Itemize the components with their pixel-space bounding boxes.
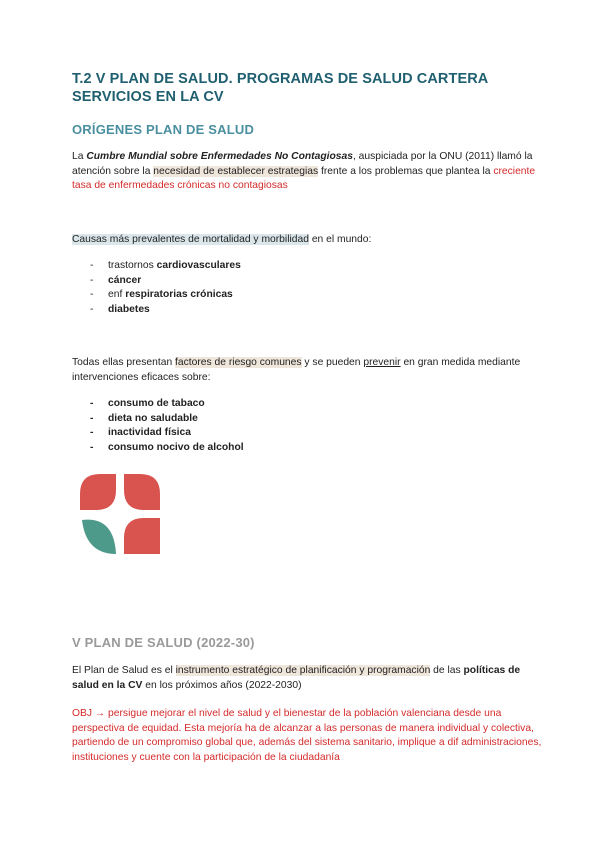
logo-top-right-shape <box>124 474 160 510</box>
list-item-text: enf <box>108 289 126 300</box>
list-item: - inactividad física <box>90 426 244 441</box>
factores-highlight: factores de riesgo comunes <box>175 357 302 368</box>
plan-text-3: en los próximos años (2022-2030) <box>142 679 302 691</box>
causas-text: en el mundo: <box>308 234 372 245</box>
intro-text-2: , auspiciada por la ONU (2011) llamó la atención sobre la <box>72 151 533 177</box>
causas-paragraph <box>72 233 542 248</box>
factores-text-1: Todas ellas presentan <box>72 357 176 368</box>
section-heading-origenes: ORÍGENES PLAN DE SALUD <box>72 122 255 137</box>
list-item-bold: diabetes <box>108 303 150 315</box>
list-item-bold: respiratorias crónicas <box>125 289 233 300</box>
list-item-bold: cáncer <box>108 274 142 286</box>
logo-top-left-shape <box>80 474 116 510</box>
list-item <box>90 274 241 289</box>
list-item <box>90 259 241 274</box>
list-item: - consumo nocivo de alcohol <box>90 441 244 456</box>
logo-bottom-right-shape <box>124 518 160 554</box>
factores-text-3: en gran medida mediante intervenciones eficaces sobre: <box>72 357 521 383</box>
list-item-bold: cardiovasculares <box>156 260 241 271</box>
list-item: - consumo de tabaco <box>90 397 244 412</box>
logo-leaf-shape <box>82 520 116 554</box>
prevenir-underline: prevenir <box>363 357 401 368</box>
causes-list <box>90 259 241 317</box>
factores-text-2: y se pueden <box>301 357 364 368</box>
intro-text-3: frente a los problemas que plantea la <box>318 165 494 177</box>
risk-factors-list <box>90 397 244 455</box>
plan-intro-paragraph <box>72 664 542 693</box>
document-title: T.2 V PLAN DE SALUD. PROGRAMAS DE SALUD CARTERA SERVICIOS EN LA CV <box>72 71 488 105</box>
section-heading-v-plan: V PLAN DE SALUD (2022-30) <box>72 635 255 650</box>
politicas-bold: políticas de salud en la CV <box>72 665 521 691</box>
plan-text-2: de las <box>430 665 464 676</box>
obj-paragraph: OBJ → persigue mejorar el nivel de salud y el bienestar de la población valenciana desde una perspectiva de equidad. Esta mejoría ha de alcanzar a las personas de manera individual y colectiva, partiendo de un compromiso global que, además del sistema sanitario, implique a dif administraciones, instituciones y cuente con la participación de la ciudadanía <box>72 708 542 763</box>
necesidad-highlight: necesidad de establecer estrategias <box>153 165 319 177</box>
list-item <box>90 303 241 318</box>
creciente-text: creciente tasa de enfermedades crónicas no contagiosas <box>72 165 536 191</box>
instrumento-highlight: instrumento estratégico de planificación y programación <box>175 665 431 676</box>
list-item-text: trastornos <box>108 260 157 271</box>
plan-de-salud-logo <box>80 474 160 554</box>
factores-paragraph <box>72 356 542 385</box>
cumbre-text: Cumbre Mundial sobre Enfermedades No Contagiosas <box>86 151 353 162</box>
intro-paragraph <box>72 150 542 194</box>
plan-text-1: El Plan de Salud es el <box>72 665 176 676</box>
causas-highlight: Causas más prevalentes de mortalidad y morbilidad <box>72 234 309 245</box>
list-item: - dieta no saludable <box>90 412 244 427</box>
list-item <box>90 288 241 303</box>
intro-text-1: La <box>72 151 87 162</box>
